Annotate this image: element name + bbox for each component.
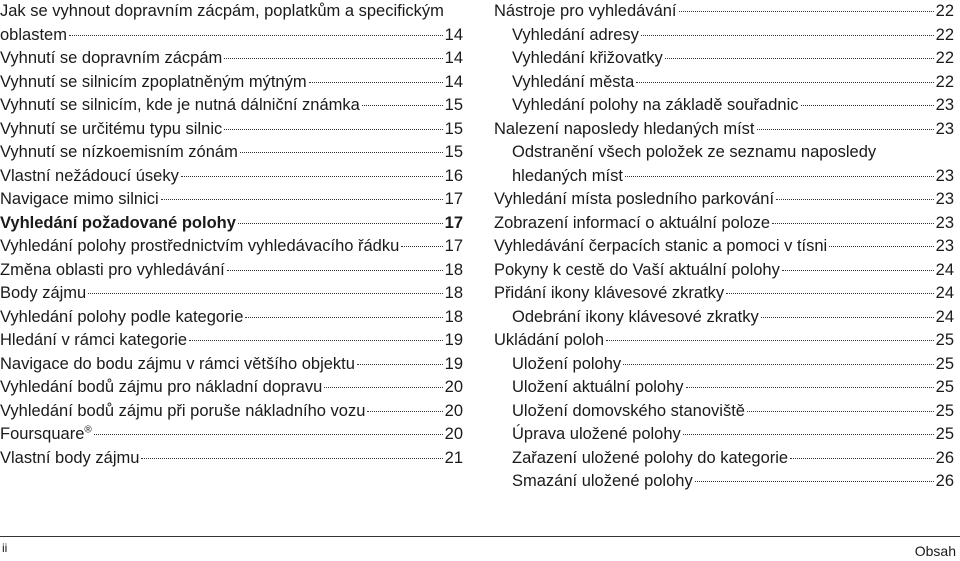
dot-leader <box>790 458 934 459</box>
dot-leader <box>88 293 442 294</box>
toc-entry-title: Foursquare® <box>0 424 92 443</box>
toc-entry[interactable] <box>494 353 954 377</box>
toc-entry-page: 14 <box>444 72 463 91</box>
dot-leader <box>829 246 933 247</box>
toc-entry[interactable] <box>494 71 954 95</box>
dot-leader <box>94 434 443 435</box>
toc-entry-page: 25 <box>935 354 954 373</box>
dot-leader <box>801 105 934 106</box>
dot-leader <box>181 176 443 177</box>
toc-entry[interactable] <box>0 306 463 330</box>
toc-entry[interactable] <box>494 282 954 306</box>
toc-entry[interactable] <box>0 447 463 471</box>
toc-entry[interactable] <box>494 212 954 236</box>
toc-entry-page: 17 <box>444 213 463 232</box>
toc-entry-page: 14 <box>444 49 463 67</box>
toc-entry[interactable] <box>0 259 463 283</box>
toc-entry[interactable] <box>494 118 954 142</box>
toc-entry[interactable] <box>494 447 954 471</box>
toc-entry-title: Uložení domovského stanoviště <box>512 401 745 420</box>
toc-entry-title: Vyhnutí se silnicím zpoplatněným mýtným <box>0 72 307 91</box>
toc-entry[interactable] <box>494 470 954 494</box>
toc-entry-title: Navigace do bodu zájmu v rámci většího objektu <box>0 354 355 373</box>
toc-entry-page: 24 <box>935 284 954 302</box>
dot-leader <box>606 340 934 341</box>
dot-leader <box>726 293 933 294</box>
dot-leader <box>747 411 934 412</box>
toc-entry-title: Vyhnutí se dopravním zácpám <box>0 49 223 67</box>
toc-entry-page: 21 <box>444 448 463 467</box>
toc-entry-page: 23 <box>935 96 954 114</box>
dot-leader <box>679 11 934 12</box>
toc-entry-title: Pokyny k cestě do Vaší aktuální polohy <box>494 260 780 279</box>
dot-leader <box>238 223 443 224</box>
dot-leader <box>683 434 934 435</box>
toc-entry[interactable] <box>0 141 463 165</box>
toc-entry-page: 19 <box>444 331 463 349</box>
toc-entry[interactable] <box>494 400 954 424</box>
dot-leader <box>757 129 934 130</box>
footer-page-number: ii <box>2 541 8 555</box>
toc-entry[interactable] <box>494 329 954 353</box>
toc-entry[interactable] <box>494 24 954 48</box>
toc-entry-title: Úprava uložené polohy <box>512 425 681 443</box>
toc-entry-page: 23 <box>935 237 954 255</box>
toc-entry-page: 19 <box>444 354 463 373</box>
toc-entry[interactable] <box>0 118 463 142</box>
toc-entry-title: Ukládání poloh <box>494 331 605 349</box>
toc-entry[interactable] <box>494 235 954 259</box>
toc-entry-title: Vyhledání bodů zájmu pro nákladní dopravu <box>0 378 323 396</box>
toc-entry-title: Vyhnutí se silnicím, kde je nutná dálniční známka <box>0 96 360 114</box>
toc-entry[interactable] <box>0 329 463 353</box>
dot-leader <box>367 411 442 412</box>
toc-entry-page: 24 <box>935 260 954 279</box>
toc-entry[interactable] <box>494 376 954 400</box>
toc-entry-page: 23 <box>935 213 954 232</box>
toc-entry-page: 16 <box>444 166 463 185</box>
toc-entry-page: 17 <box>444 237 463 255</box>
toc-entry[interactable] <box>0 376 463 400</box>
dot-leader <box>141 458 442 459</box>
toc-entry-title: hledaných míst <box>512 166 623 185</box>
toc-entry-page: 22 <box>935 72 954 91</box>
toc-entry[interactable] <box>494 423 954 447</box>
toc-entry-title: Vyhnutí se určitému typu silnic <box>0 119 223 138</box>
dot-leader <box>623 364 933 365</box>
dot-leader <box>695 481 934 482</box>
toc-entry-page: 15 <box>444 96 463 114</box>
footer-divider <box>0 536 960 537</box>
dot-leader <box>686 387 934 388</box>
registered-mark: ® <box>84 424 92 436</box>
toc-entry[interactable] <box>494 94 954 118</box>
toc-entry-page: 26 <box>935 448 954 467</box>
dot-leader <box>224 58 442 59</box>
toc-entry-title: Vyhledání polohy podle kategorie <box>0 307 244 326</box>
dot-leader <box>227 270 443 271</box>
toc-entry-title: Uložení polohy <box>512 354 622 373</box>
toc-entry-title: Body zájmu <box>0 284 87 302</box>
dot-leader <box>761 317 934 318</box>
toc-entry[interactable] <box>0 353 463 377</box>
toc-entry-page: 14 <box>444 25 463 44</box>
toc-entry-title: Nalezení naposledy hledaných míst <box>494 119 755 138</box>
toc-entry-title: Změna oblasti pro vyhledávání <box>0 260 225 279</box>
toc-entry-page: 20 <box>444 401 463 420</box>
toc-entry[interactable] <box>0 423 463 447</box>
toc-entry-page: 23 <box>935 119 954 138</box>
toc-entry-page: 15 <box>444 143 463 161</box>
toc-entry[interactable] <box>494 259 954 283</box>
dot-leader <box>324 387 442 388</box>
toc-entry-title: Přidání ikony klávesové zkratky <box>494 284 725 302</box>
toc-entry[interactable] <box>0 282 463 306</box>
toc-entry[interactable] <box>0 71 463 95</box>
dot-leader <box>401 246 442 247</box>
toc-entry-title: Smazání uložené polohy <box>512 472 693 490</box>
dot-leader <box>309 82 443 83</box>
toc-entry-page: 25 <box>935 331 954 349</box>
toc-entry-page: 24 <box>935 307 954 326</box>
dot-leader <box>357 364 443 365</box>
toc-entry[interactable] <box>0 212 463 236</box>
toc-entry-page: 25 <box>935 425 954 443</box>
dot-leader <box>665 58 934 59</box>
toc-entry[interactable] <box>0 400 463 424</box>
toc-entry-page: 18 <box>444 307 463 326</box>
toc-entry-title: Vyhledání požadované polohy <box>0 213 236 232</box>
toc-entry-page: 18 <box>444 260 463 279</box>
toc-entry-title: Vyhledání města <box>512 72 635 91</box>
toc-entry-page: 26 <box>935 472 954 490</box>
toc-entry-title: Vlastní body zájmu <box>0 448 140 467</box>
toc-entry-page: 25 <box>935 401 954 420</box>
toc-entry-title: Zobrazení informací o aktuální poloze <box>494 213 771 232</box>
toc-entry[interactable] <box>0 235 463 259</box>
toc-entry[interactable] <box>0 0 463 47</box>
dot-leader <box>161 199 443 200</box>
toc-entry[interactable] <box>0 165 463 189</box>
toc-entry[interactable] <box>0 188 463 212</box>
dot-leader <box>641 35 934 36</box>
toc-entry-title: Vyhledání polohy prostřednictvím vyhledávacího řádku <box>0 237 400 255</box>
toc-entry[interactable] <box>494 47 954 71</box>
toc-entry[interactable] <box>0 47 463 71</box>
dot-leader <box>245 317 442 318</box>
toc-entry[interactable] <box>494 0 954 24</box>
toc-entry-page: 20 <box>444 378 463 396</box>
toc-entry-title: Vyhledání křižovatky <box>512 49 663 67</box>
toc-entry-title: Vyhledání adresy <box>512 25 639 44</box>
toc-entry-title: Navigace mimo silnici <box>0 190 159 208</box>
toc-entry-page: 25 <box>935 378 954 396</box>
toc-entry[interactable] <box>494 188 954 212</box>
toc-entry-page: 23 <box>935 166 954 185</box>
toc-entry-title: Odebrání ikony klávesové zkratky <box>512 307 759 326</box>
dot-leader <box>636 82 933 83</box>
toc-entry-page: 18 <box>444 284 463 302</box>
toc-entry-page: 22 <box>935 49 954 67</box>
toc-entry[interactable] <box>494 306 954 330</box>
toc-entry[interactable] <box>0 94 463 118</box>
dot-leader <box>224 129 442 130</box>
dot-leader <box>240 152 443 153</box>
dot-leader <box>772 223 934 224</box>
toc-entry-title: Vyhledávání čerpacích stanic a pomoci v tísni <box>494 237 828 255</box>
toc-entry-title: Vyhledání polohy na základě souřadnic <box>512 96 799 114</box>
toc-entry-page: 15 <box>444 119 463 138</box>
dot-leader <box>776 199 934 200</box>
toc-entry-title: Vlastní nežádoucí úseky <box>0 166 179 185</box>
toc-entry-title: Zařazení uložené polohy do kategorie <box>512 448 789 467</box>
toc-entry-title: Hledání v rámci kategorie <box>0 331 188 349</box>
dot-leader <box>782 270 934 271</box>
toc-entry-title: Vyhledání bodů zájmu při poruše nákladního vozu <box>0 401 366 420</box>
toc-entry-page: 23 <box>935 190 954 208</box>
toc-column-right <box>494 0 954 494</box>
toc-entry-title: Vyhnutí se nízkoemisním zónám <box>0 143 238 161</box>
toc-entry-title: Nástroje pro vyhledávání <box>494 2 677 20</box>
dot-leader <box>69 35 443 36</box>
toc-entry-title: oblastem <box>0 25 67 44</box>
toc-entry-title: Vyhledání místa posledního parkování <box>494 190 775 208</box>
toc-entry-title-line: Jak se vyhnout dopravním zácpám, poplatkům a specifickým <box>0 2 444 20</box>
toc-entry-page: 17 <box>444 190 463 208</box>
toc-entry-page: 22 <box>935 25 954 44</box>
toc-entry-page: 22 <box>935 2 954 20</box>
dot-leader <box>189 340 443 341</box>
footer-section-label: Obsah <box>914 543 956 559</box>
dot-leader <box>362 105 443 106</box>
toc-entry-title: Uložení aktuální polohy <box>512 378 684 396</box>
toc-entry[interactable] <box>494 141 954 188</box>
toc-entry-page: 20 <box>444 425 463 443</box>
dot-leader <box>625 176 934 177</box>
toc-column-left <box>0 0 463 470</box>
toc-entry-title-line: Odstranění všech položek ze seznamu naposledy <box>512 143 877 161</box>
